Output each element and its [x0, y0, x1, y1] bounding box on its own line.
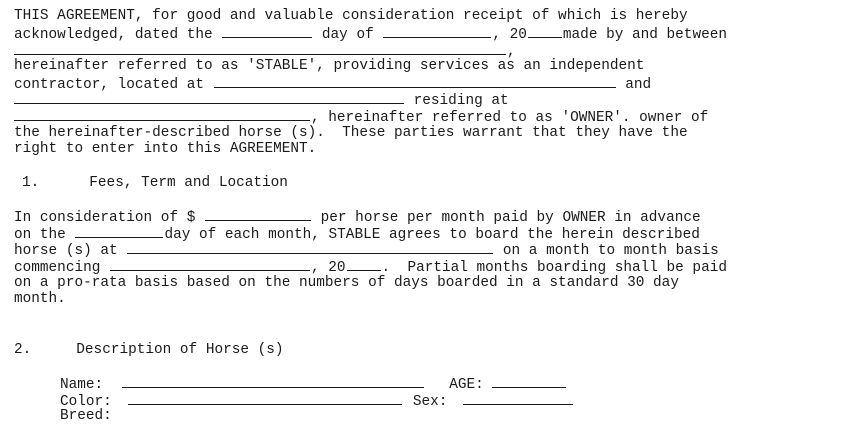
agreement-text: month.	[14, 291, 66, 307]
agreement-text: per horse per month paid by OWNER in advance	[312, 210, 701, 226]
agreement-line-8	[14, 125, 688, 141]
boarding-location-field[interactable]	[127, 241, 493, 254]
horse-breed-row	[60, 408, 112, 424]
agreement-text: horse (s) at	[14, 243, 127, 259]
agreement-line-6	[14, 91, 509, 107]
commencing-year-field[interactable]	[347, 258, 381, 271]
dated-year-field[interactable]	[528, 25, 562, 38]
horse-name-row	[60, 375, 567, 391]
section-1-line-5	[14, 275, 679, 291]
agreement-text: the hereinafter-described horse (s). These parties warrant that they have the	[14, 125, 688, 141]
agreement-text: THIS AGREEMENT, for good and valuable consideration receipt of which is hereby	[14, 8, 688, 24]
section-1-heading	[22, 175, 288, 191]
agreement-line-7	[14, 108, 708, 124]
agreement-text: right to enter into this AGREEMENT.	[14, 141, 317, 157]
horse-name-label: Name:	[60, 377, 104, 393]
section-1-line-3	[14, 241, 719, 257]
agreement-text: day of each month, STABLE agrees to board the herein described	[164, 227, 700, 243]
agreement-text: . Partial months boarding shall be paid	[381, 260, 727, 276]
section-1-line-6	[14, 291, 66, 307]
payment-day-field[interactable]	[75, 225, 163, 238]
agreement-text: made by and between	[562, 27, 727, 43]
agreement-line-3	[14, 42, 516, 58]
horse-color-field[interactable]	[128, 392, 402, 405]
agreement-line-9	[14, 141, 316, 157]
agreement-text: day of	[313, 27, 383, 43]
section-number: 1.	[22, 175, 40, 191]
agreement-text: , hereinafter referred to as 'OWNER'. owner of	[311, 110, 709, 126]
section-1-line-1	[14, 208, 701, 224]
horse-age-label: AGE:	[449, 377, 484, 393]
agreement-text: on a pro-rata basis based on the numbers of days boarded in a standard 30 day	[14, 275, 679, 291]
commencing-date-field[interactable]	[110, 258, 310, 271]
agreement-line-5	[14, 75, 651, 91]
agreement-text: commencing	[14, 260, 109, 276]
stable-name-field[interactable]	[14, 42, 506, 55]
horse-color-row	[60, 392, 574, 408]
agreement-text: In consideration of $	[14, 210, 204, 226]
agreement-text: residing at	[405, 93, 509, 109]
agreement-text: contractor, located at	[14, 77, 213, 93]
section-2-heading	[14, 342, 284, 358]
section-1-line-2	[14, 225, 700, 241]
section-title: Fees, Term and Location	[89, 175, 288, 191]
agreement-text: on the	[14, 227, 75, 243]
agreement-text: , 20	[311, 260, 346, 276]
owner-residence-field[interactable]	[14, 108, 310, 121]
section-title: Description of Horse (s)	[76, 342, 284, 358]
section-number: 2.	[14, 342, 32, 358]
horse-age-field[interactable]	[492, 375, 566, 388]
horse-breed-label: Breed:	[60, 408, 112, 424]
agreement-text: acknowledged, dated the	[14, 27, 222, 43]
agreement-text: hereinafter referred to as 'STABLE', providing services as an independent	[14, 58, 645, 74]
agreement-line-4	[14, 58, 644, 74]
agreement-text: on a month to month basis	[494, 243, 719, 259]
stable-location-field[interactable]	[214, 75, 616, 88]
monthly-fee-field[interactable]	[205, 208, 311, 221]
dated-day-field[interactable]	[222, 25, 312, 38]
owner-name-field[interactable]	[14, 91, 404, 104]
horse-name-field[interactable]	[122, 375, 424, 388]
horse-sex-field[interactable]	[463, 392, 573, 405]
section-1-line-4	[14, 258, 727, 274]
agreement-text: and	[616, 77, 652, 93]
agreement-line-1	[14, 8, 688, 24]
agreement-line-2	[14, 25, 727, 41]
horse-color-label: Color:	[60, 394, 112, 410]
agreement-text: ,	[507, 44, 516, 60]
dated-month-field[interactable]	[383, 25, 491, 38]
horse-sex-label: Sex:	[412, 394, 448, 410]
agreement-text: , 20	[492, 27, 527, 43]
